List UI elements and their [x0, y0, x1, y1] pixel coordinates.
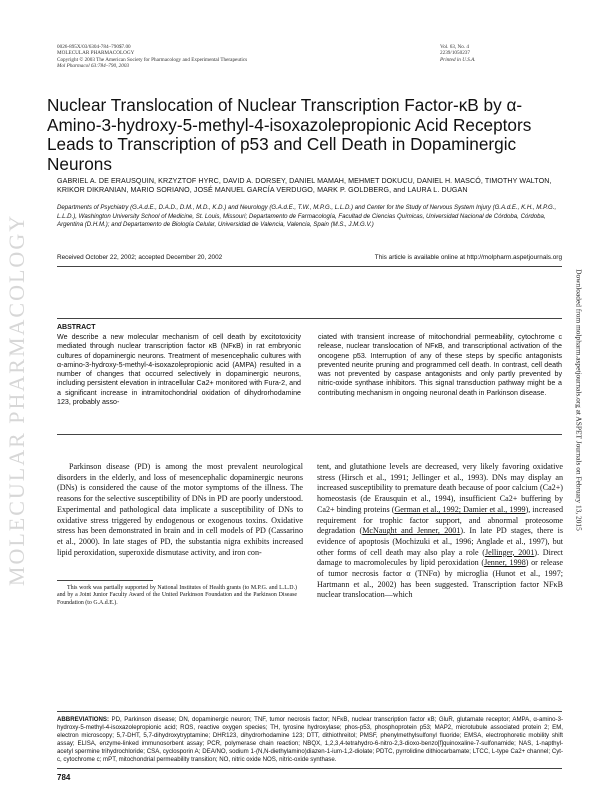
- abbreviations-label: ABBREVIATIONS:: [57, 716, 110, 723]
- journal-watermark: MOLECULAR PHARMACOLOGY: [4, 213, 29, 587]
- affiliations: Departments of Psychiatry (G.A.d.E., D.A.D., D.M., M.D., K.D.) and Neurology (G.A.d.E., T.W., M.P.G., L.L.D.) and Center for the Study of Nervous System Injury (G.A.d.E., K.H., M.P.G., L.L.D.), Washington University School of Medicine, St. Louis, Missouri; Departamento de Farmacología, Facultad de Ciencias Químicas, Universidad Nacional de Córdoba, Córdoba, Argentina (D.H.M.); and Departamento de Biología Celular, Universidad de Valencia, Valencia, Spain (M.S., J.M.G.V.): [57, 204, 557, 229]
- abstract-column-1: We describe a new molecular mechanism of cell death by excitotoxicity mediated through nuclear transcription factor κB (NFκB) in rat embryonic cultures of dopaminergic neurons. Treatment of mesencephalic cultures with α-amino-3-hydroxy-5-methyl-4-isoxazolepropionic acid (AMPA) resulted in a number of changes that occurred selectively in dopaminergic neurons, including persistent elevation in intracellular Ca2+ monitored with Fura-2, and a significant increase in intramitochondrial oxidation of dihydrorhodamine 123, probably asso-: [57, 333, 301, 407]
- author-list: GABRIEL A. DE ERAUSQUIN, KRZYZTOF HYRC, DAVID A. DORSEY, DANIEL MAMAH, MEHMET DOKUCU, DANIEL H. MASCÓ, TIMOTHY WALTON, KRIKOR DIKRANIAN, MARIO SORIANO, JOSÉ MANUEL GARCÍA VERDUGO, MARK P. GOLDBERG, and LAURA L. DUGAN: [57, 177, 552, 194]
- divider: [57, 768, 562, 769]
- abbreviations: [57, 716, 563, 765]
- divider: [57, 266, 562, 267]
- article-dates: [57, 254, 562, 262]
- header-line: MOLECULAR PHARMACOLOGY: [57, 50, 135, 57]
- header-line: 2239/1050237: [440, 50, 470, 57]
- funding-footnote: This work was partially supported by National Institutes of Health grants (to M.P.G. and L.L.D.) and by a Joint Junior Faculty Award of the United Parkinson Foundation and the Parkinson Disease Foundation (to G.A.d.E.).: [57, 585, 297, 606]
- body-column-left: [57, 462, 303, 558]
- header-line: Printed in U.S.A.: [440, 56, 476, 63]
- header-line: 0026-895X/03/6304-784–790$7.00: [57, 44, 131, 50]
- abbreviations-text: PD, Parkinson disease; DN, dopaminergic neuron; TNF, tumor necrosis factor; NFκB, nuclear transcription factor κB; GluR, glutamate receptor; AMPA, α-amino-3-hydroxy-5-methyl-4-isoxazolepropionic acid; ROS, reactive oxygen species; TH, tyrosine hydroxylase; phos-p53, phosphoprotein p53; MAP2, microtubule associated protein 2; EM, electron microscopy; 5,7-DHT, 5,7-dihydroxytryptamine; DHR123, dihydrorhodamine 123; DTT, dithiothreitol; PMSF, phenylmethylsulfonyl fluoride; EMSA, electrophoretic mobility shift assay; ELISA, enzyme-linked immunosorbent assay; PCR, polymerase chain reaction; NBQX, 1,2,3,4-tetrahydro-6-nitro-2,3-dioxo-benzo[f]quinoxaline-7-sulfonamide; NAS, 1-napthyl-acetyl spermine trihydrochloride; CSA, cyclosporin A; DEA/NO, sodium 1-(N,N-diethylamino)diazen-1-ium-1,2-diolate; PDTC, pyrrolidine dithiocarbamate; LTCC, L-type Ca2+ channel; Cyt-c, cytochrome c; mPT, mitochondrial permeability transition; NO, nitric oxide NOS, nitric-oxide synthase.: [57, 716, 563, 764]
- citation-link[interactable]: Jellinger, 2001: [484, 547, 535, 557]
- download-notice: Downloaded from molpharm.aspetjournals.org at ASPET Journals on February 13, 2015: [574, 269, 584, 531]
- page-number: 784: [57, 773, 71, 782]
- citation-link[interactable]: Jenner, 1998: [484, 558, 526, 568]
- footnote-rule: [57, 580, 153, 581]
- divider: [57, 711, 562, 712]
- header-line: Copyright © 2003 The American Society for Pharmacology and Experimental Therapeutics: [57, 56, 248, 63]
- abstract-heading: ABSTRACT: [57, 324, 96, 331]
- online-notice: This article is available online at http://molpharm.aspetjournals.org: [374, 254, 562, 261]
- citation-link[interactable]: McNaught and Jenner, 2001: [362, 526, 461, 536]
- article-title: Nuclear Translocation of Nuclear Transcription Factor-κB by α-Amino-3-hydroxy-5-methyl-4-isoxazolepropionic Acid Receptors Leads to Transcription of p53 and Cell Death in Dopaminergic Neurons: [47, 95, 532, 174]
- body-paragraph: Parkinson disease (PD) is among the most prevalent neurological disorders in the elderly, and loss of mesencephalic dopaminergic neurons (DNs) is considered the cause of the motor symptoms of the illness. The reasons for the selective susceptibility of DNs in PD are poorly understood. Experimental and pathological data implicate a susceptibility of DNs to oxidative stress triggered by endogenous or exogenous toxins. Oxidative stress has been demonstrated in brain and in cell models of PD (Cassarino et al., 2000). In late stages of PD, the substantia nigra exhibits increased lipid peroxidation, superoxide dismutase activity, and iron con-: [57, 462, 303, 557]
- body-paragraph: tent, and glutathione levels are decreased, very likely favoring oxidative stress (Hirsch et al., 1991; Jellinger et al., 1993). DNs may display an increased susceptibility to premature death because of poor calcium (Ca2+) homeostasis (de Erausquin et al., 1994), insufficient Ca2+ buffering by Ca2+ binding proteins (German et al., 1992; Damier et al., 1999), increased requirement for trophic factor support, and abnormal proteosome degradation (McNaught and Jenner, 2001). In late PD stages, there is evidence of apoptosis (Mochizuki et al., 1996; Anglade et al., 1997), but other forms of cell death may also play a role (Jellinger, 2001). Direct damage to macromolecules by lipid peroxidation (Jenner, 1998) or release of tumor necrosis factor α (TNFα) by microglia (Hunot et al., 1997; Hartmann et al., 2002) has been suggested. Transcription factor NFκB nuclear translocation—which: [317, 462, 564, 600]
- divider: [57, 434, 562, 435]
- body-column-right: [317, 462, 563, 601]
- header-line: Vol. 63, No. 4: [440, 44, 470, 50]
- abstract-column-2: ciated with transient increase of mitochondrial permeability, cytochrome c release, nuclear translocation of NFκB, and transcriptional activation of the oncogene p53. Interruption of any of these steps by specific antagonists prevented neurite pruning and programmed cell death. In contrast, cell death was not prevented by caspase antagonists and only partly prevented by nitric-oxide synthase inhibitors. This signal transduction pathway might be a contributing mechanism in ongoing neuronal death in Parkinson disease.: [318, 333, 562, 397]
- divider: [57, 318, 562, 319]
- citation-link[interactable]: German et al., 1992; Damier et al., 1999: [394, 504, 526, 514]
- received-date: Received October 22, 2002; accepted December 20, 2002: [57, 254, 223, 261]
- header-line: Mol Pharmacol 63:784–790, 2003: [57, 63, 130, 70]
- running-header-right: [440, 44, 562, 63]
- running-header-left: [57, 44, 377, 70]
